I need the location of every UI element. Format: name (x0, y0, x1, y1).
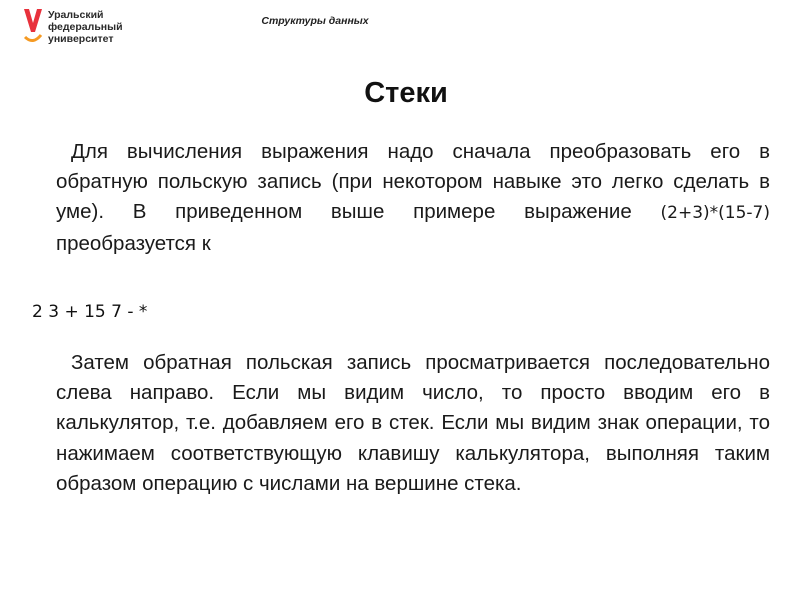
slide-title: Стеки (364, 77, 448, 109)
university-logo (22, 7, 182, 49)
logo-line-3: университет (48, 33, 114, 45)
paragraph-1-text: Для вычисления выражения надо сначала преобразовать его в обратную польскую запись (при некотором навыке это легко сделать в уме). В приведенном выше примере выражение (56, 140, 770, 224)
paragraph-1-ending: преобразуется к (56, 231, 211, 255)
expression: (2+3)*(15-7) (660, 203, 770, 224)
logo-line-2: федеральный (48, 21, 123, 33)
paragraph-1 (56, 137, 770, 259)
paragraph-2 (56, 348, 770, 499)
rpn-result: 2 3 + 15 7 - * (32, 302, 148, 322)
paragraph-2-text: Затем обратная польская запись просматривается последовательно слева направо. Если мы видим число, то просто вводим его в калькулятор, т.е. добавляем его в стек. Если мы видим знак операции, то нажимаем соответствующую клавишу калькулятора, выполняя таким образом операцию с числами на вершине стека. (56, 351, 770, 495)
course-title: Структуры данных (261, 15, 369, 27)
logo-line-1: Уральский (48, 9, 104, 21)
